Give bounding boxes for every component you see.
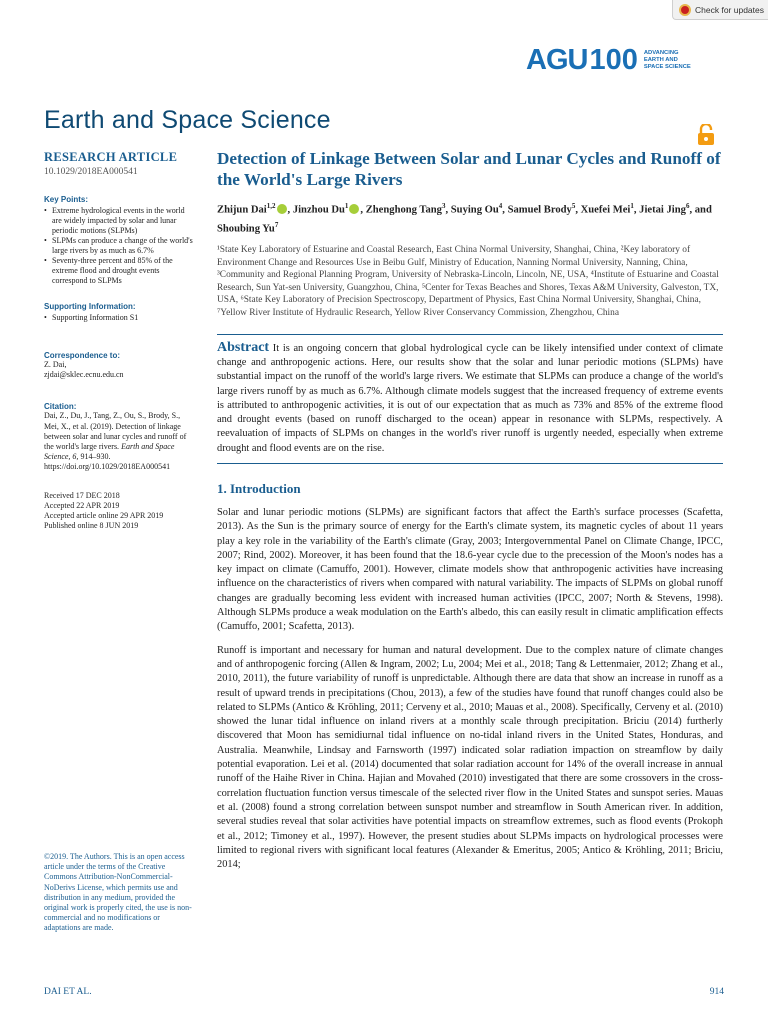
section-heading: 1. Introduction — [217, 481, 301, 496]
article-type: RESEARCH ARTICLE — [44, 150, 178, 164]
orcid-icon[interactable] — [349, 204, 359, 214]
author-affil-sup: 1 — [344, 202, 349, 210]
author-name[interactable]: Xuefei Mei — [580, 204, 631, 216]
check-updates-label: Check for updates — [695, 4, 764, 15]
accepted-date: Accepted 22 APR 2019 — [44, 500, 120, 510]
author-name[interactable]: Jietai Jing — [639, 204, 686, 216]
author-affil-sup: 1 — [630, 202, 634, 210]
key-point: • Extreme hydrological events in the world are widely impacted by solar and lunar periodic motions (SLPMs) — [44, 206, 196, 236]
author-affil-sup: 5 — [571, 202, 576, 210]
author-name[interactable]: Zhenghong Tang — [365, 204, 442, 216]
check-for-updates-button[interactable] — [672, 0, 768, 20]
author-affil-sup: 7 — [274, 220, 279, 229]
accepted-online-date: Accepted article online 29 APR 2019 — [44, 511, 164, 521]
author-name[interactable]: Suying Ou — [450, 204, 499, 216]
key-points-list — [44, 206, 196, 286]
published-date: Published online 8 JUN 2019 — [44, 521, 139, 531]
agu-logo-text: AGU — [526, 44, 588, 76]
journal-title[interactable]: Earth and Space Science — [44, 106, 331, 134]
author-affil-sup: 3 — [441, 202, 446, 210]
article-doi[interactable]: 10.1029/2018EA000541 — [44, 167, 138, 177]
author-name[interactable]: Zhijun Dai — [217, 204, 267, 216]
author-affil-sup: 4 — [498, 202, 503, 210]
article-title: Detection of Linkage Between Solar and Lunar Cycles and Runoff of the World's Large Rivers — [217, 149, 721, 189]
author-name[interactable]: Shoubing Yu — [217, 223, 275, 235]
agu-tagline: ADVANCING EARTH AND SPACE SCIENCE — [643, 50, 691, 70]
supporting-info-link[interactable]: • Supporting Information S1 — [44, 313, 196, 323]
supporting-info-heading: Supporting Information: — [44, 302, 136, 311]
key-point: • SLPMs can produce a change of the world's large rivers by as much as 6.7% — [44, 236, 196, 256]
license-statement: ©2019. The Authors. This is an open access article under the terms of the Creative Commons Attribution-NonCommercial-NoDerivs License, which permits use and distribution in any medium, provided the original work is properly cited, the use is non-commercial and no modifications or adaptations are made. — [44, 852, 192, 933]
agu-logo-number: 100 — [589, 44, 638, 76]
key-points-heading: Key Points: — [44, 195, 89, 204]
author-list: Zhijun Dai$^{1,2}$ , Jinzhou Du$^1$ , Zhenghong Tang$^3$, Suying Ou$^4$, Samuel Brody$^5$, Xuefei Mei$^1$, Jietai Jing$^6$, and Shoubing Yu$^7$ — [217, 202, 712, 235]
received-date: Received 17 DEC 2018 — [44, 490, 120, 500]
citation-url[interactable]: https://doi.org/10.1029/2018EA000541 — [44, 462, 171, 472]
author-affil-sup: 6 — [685, 202, 690, 210]
page-footer — [44, 987, 724, 997]
agu100-logo[interactable] — [526, 44, 691, 77]
correspondence-email[interactable]: zjdai@sklec.ecnu.edu.cn — [44, 370, 124, 380]
body-paragraph: Solar and lunar periodic motions (SLPMs) are significant factors that affect the Earth's surface processes (Scafetta, 2013). As the Sun is the primary source of energy for the Earth's climate system, its magnetic cycles of about 11 years play a key role in the variability of the Earth's climate (Gray, 2003; Intergovernmental Panel on Climate Change, IPCC, 2007; Rind, 2002). Moreover, it has been found that the 18.6-year cycle due to the precession of the Moon's nodes has a key impact on climate (Camuffo, 2001). However, climate models show that anthropogenic activities have increasing influence on the characteristics of rivers when compared with natural variability. The impacts of SLPMs on global runoff changes are gradually becoming less evident with increased human activities (IPCC, 2007; North & Stevens, 1998). Although SLPMs produce a weak modulation on the Earth's albedo, this can easily result in climatic amplification effects (Camuffo, 2001; Scafetta, 2013). — [217, 507, 723, 633]
abstract — [217, 334, 723, 464]
open-access-lock-icon — [697, 124, 715, 146]
page-number: 914 — [709, 987, 724, 997]
affiliations: ¹State Key Laboratory of Estuarine and Coastal Research, East China Normal University, Shanghai, China, ²Key laboratory of Environment Change and Resources Use in Beibu Gulf, Ministry of Education, Nanning Normal University, Nanning, China, ³Community and Regional Planning Program, University of Nebraska-Lincoln, Lincoln, NE, USA, ⁴Institute of Estuarine and Coastal Research, Sun Yat-sen University, Guangzhou, China, ⁵Center for Texas Beaches and Shores, Texas A&M University, Galveston, TX, USA, ⁶State Key Laboratory of Precision Spectroscopy, Department of Physics, East China Normal University, Shanghai, China, ⁷Yellow River Institute of Hydraulic Research, Yellow River Conservancy Commission, Zhengzhou, China — [217, 245, 719, 319]
abstract-text: It is an ongoing concern that global hydrological cycle can be likely intensified under context of climate change and anthropogenic actions. Here, our results show that the solar and lunar periodic motions (SLPMs) have substantial impact on the runoff of the world's large rivers. We estimate that SLPMs can produce a change of the world's large rivers runoff by as much as 6.7%. Although climate models suggest that the increased frequency of extreme events is attributed to anthropogenic activities, it is out of our expectation that as much as 73% and 85% of the extreme flood and drought events (based on runoff discharged to the ocean) appear in resonance with SLPMs, respectively. A reevaluation of impacts of SLPMs on changes in the world's river runoff is urgently needed, especially when extreme drought and flood events are on the rise. — [217, 342, 723, 454]
correspondence-heading: Correspondence to: — [44, 351, 121, 360]
article-dates — [44, 491, 196, 532]
author-name[interactable]: Samuel Brody — [507, 204, 572, 216]
abstract-heading: Abstract — [217, 339, 270, 355]
author-affil-sup: 1,2 — [266, 202, 276, 210]
body-paragraph: Runoff is important and necessary for human and natural development. Due to the complex nature of climate changes and of anthropogenic forcing (Allen & Ingram, 2002; Lu, 2004; Mei et al., 2018; Tang & Lettenmaier, 2012; Zhang et al., 2010, 2011), the future variability of runoff is unpredictable. Although there are data that show an increase in runoff as a result of upward trends in precipitations (Chou, 2013), a few of the studies have found that runoff changes could also be related to SLPMs (Antico & Kröhling, 2011; Cerveny et al., 2010; Mauas et al., 2008). Specifically, Cerveny et al. (2010) showed the lunar tidal influence on inland rivers at a monthly scale through precipitation. Briciu (2014) furtherly discovered that Moon has semidiurnal tidal influence on no-tidal inland rivers in the United States, Honduras, and Australia. Meanwhile, Lindsay and Farnsworth (1997) indicated solar radiation impaction on streamflow by daily potential evaporation. Lei et al. (2014) documented that solar radiation account for 14% of the overall increase in annual runoff of the Haihe River in China. Hajian and Movahed (2010) investigated that there are some crossovers in the cross-correlation fluctuation function versus timescale of the selected river flow in the United States and sunspot series. Mauas et al. (2008) found a strong correlation between sunspot number and streamflow in South American river. In addition, several studies reveal that solar activities have potential impacts on streamflow extremes, such as flood events (Prokoph et al., 2012; Timoney et al., 1997). However, the present studies about SLPMs impacts on hydrological processes were limited to regional rivers with significant local features (Alexander & Emeritus, 2005; Antico & Kröhling, 2011; Briciu, 2014; — [217, 644, 723, 871]
check-updates-icon — [679, 4, 691, 16]
supporting-info-list — [44, 313, 196, 323]
author-name[interactable]: Jinzhou Du — [292, 204, 345, 216]
running-author: DAI ET AL. — [44, 987, 92, 997]
citation-block: Dai, Z., Du, J., Tang, Z., Ou, S., Brody, S., Mei, X., et al. (2019). Detection of linkage between solar and lunar cycles and runoff of the world's large rivers. Earth and Space Science, 6, 914–930. https://doi.org/10.1029/2018EA000541 — [44, 411, 187, 472]
sidebar — [44, 150, 196, 531]
key-point: • Seventy-three percent and 85% of the extreme flood and drought events correspond to SLPMs — [44, 256, 196, 286]
correspondence-name: Z. Dai, — [44, 360, 67, 369]
citation-heading: Citation: — [44, 402, 77, 412]
article-body — [217, 148, 723, 872]
orcid-icon[interactable] — [277, 204, 287, 214]
